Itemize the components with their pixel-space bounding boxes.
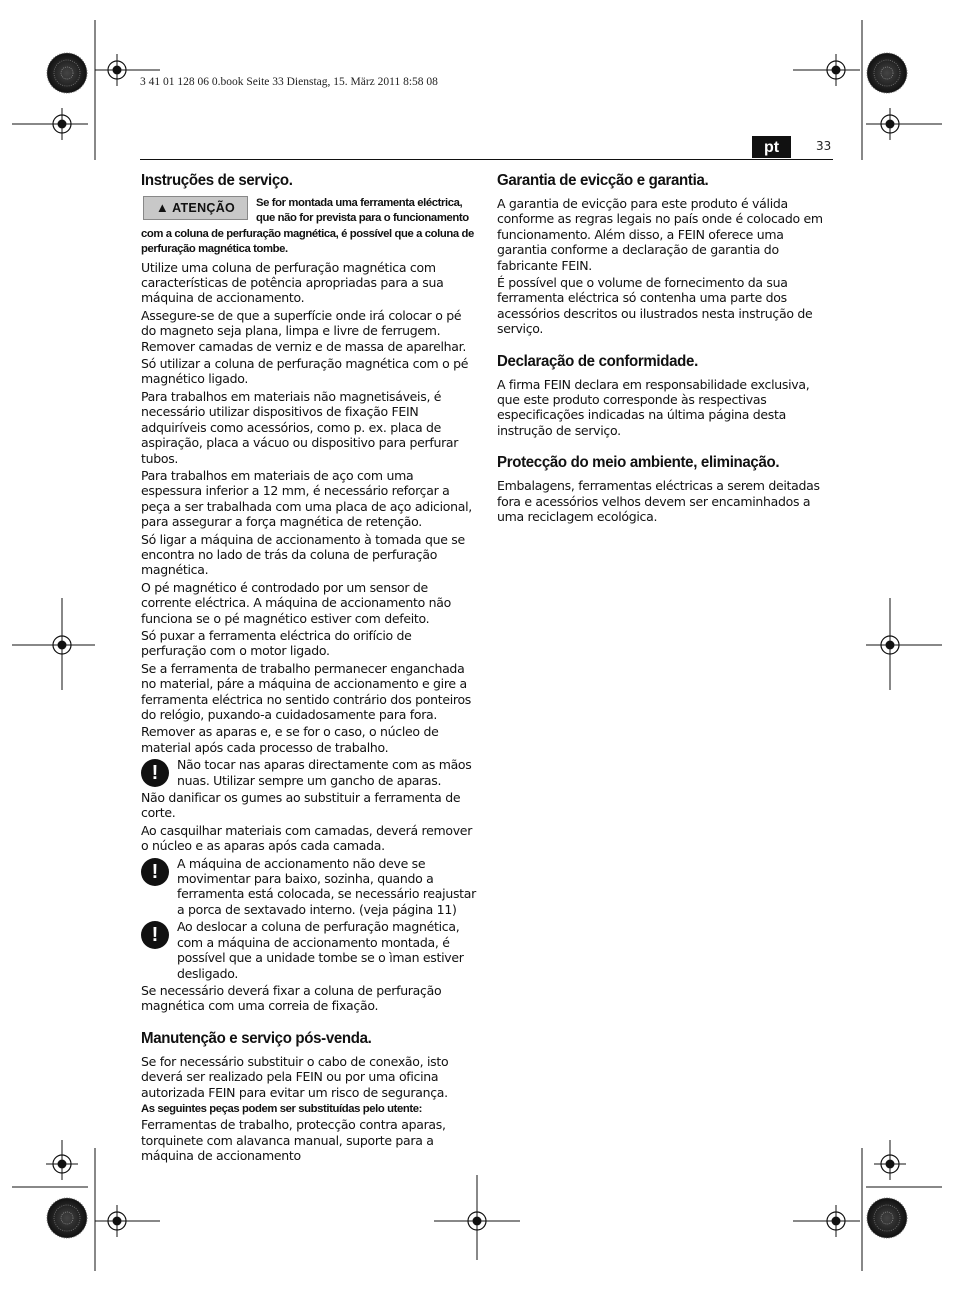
language-badge: pt — [752, 136, 791, 158]
print-file-info: 3 41 01 128 06 0.book Seite 33 Dienstag, 15. März 2011 8:58 08 — [140, 76, 438, 88]
paragraph: Assegure-se de que a superfície onde irá colocar o pé do magneto seja plana, limpa e livre de ferrugem. Remover camadas de verniz e de massa de aparelhar. — [141, 307, 467, 354]
warning-badge — [143, 196, 248, 220]
paragraph: Só puxar a ferramenta eléctrica do orifício de perfuração com o motor ligado. — [141, 627, 412, 659]
paragraph: Só utilizar a coluna de perfuração magnética com o pé magnético ligado. — [141, 356, 469, 387]
note-text: Ao deslocar a coluna de perfuração magnética, com a máquina de accionamento montada, é possível que a unidade tombe se o ìman estiver desligado. — [177, 919, 464, 981]
warning-label: ATENÇÃO — [172, 201, 236, 215]
paragraph: Embalagens, ferramentas eléctricas a serem deitadas fora e acessórios velhos devem ser encaminhados a uma reciclagem ecológica. — [497, 478, 820, 525]
warning-triangle-icon: ▲ — [155, 200, 170, 215]
note-text: A máquina de accionamento não deve se movimentar para baixo, sozinha, quando a ferramenta está colocada, se necessário reajustar a porca de sextavado interno. (veja página 11) — [177, 855, 476, 917]
exclamation-circle-icon: ! — [141, 759, 169, 787]
note-block — [141, 919, 477, 981]
paragraph: Se a ferramenta de trabalho permanecer enganchada no material, páre a máquina de accionamento e gire a ferramenta eléctrica no sentido contrário dos ponteiros do relógio, puxando-a cuidadosamente para fora. — [141, 660, 472, 722]
paragraph: Remover as aparas e, e se for o caso, o núcleo de material após cada processo de trabalho. — [141, 724, 439, 755]
section-title-operating-instructions: Instruções de serviço. — [141, 172, 293, 189]
exclamation-circle-icon: ! — [141, 921, 169, 949]
section-title-maintenance: Manutenção e serviço pós-venda. — [141, 1029, 372, 1047]
paragraph: Se for necessário substituir o cabo de conexão, isto deverá ser realizado pela FEIN ou por uma oficina autorizada FEIN para evitar um risco de segurança. — [141, 1053, 449, 1100]
paragraph: Se necessário deverá fixar a coluna de perfuração magnética com uma correia de fixação. — [141, 982, 442, 1014]
paragraph: Para trabalhos em materiais de aço com uma espessura inferior a 12 mm, é necessário reforçar a peça a ser trabalhada com uma placa de aço adicional, para assegurar a força magnética de retenção. — [141, 467, 472, 530]
paragraph: Para trabalhos em materiais não magnetisáveis, é necessário utilizar dispositivos de fixação FEIN adquiríveis como acessórios, como p. ex. placa de aspiração, placa a vácuo ou dispositivo para perfurar tubos. — [141, 388, 459, 466]
section-title-conformity: Declaração de conformidade. — [497, 352, 698, 370]
paragraph: Ferramentas de trabalho, protecção contra aparas, torquinete com alavanca manual, suporte para a máquina de accionamento — [141, 1117, 446, 1164]
exclamation-circle-icon: ! — [141, 858, 169, 886]
section-title-warranty: Garantia de evicção e garantia. — [497, 172, 709, 189]
warning-block — [141, 196, 477, 258]
section-title-environment: Protecção do meio ambiente, eliminação. — [497, 454, 780, 472]
note-block — [141, 757, 477, 788]
paragraph: Não danificar os gumes ao substituir a ferramenta de corte. — [141, 790, 461, 821]
paragraph: Ao casquilhar materiais com camadas, deverá remover o núcleo e as aparas após cada camada. — [141, 822, 473, 854]
note-text: Não tocar nas aparas directamente com as mãos nuas. Utilizar sempre um gancho de aparas. — [177, 757, 472, 788]
paragraph: A garantia de evicção para este produto é válida conforme as regras legais no país onde é colocado em funcionamento. Além disso, a FEIN oferece uma garantia conforme a declaração de garantia do fabricante FEIN. — [497, 196, 823, 273]
warning-text: Se for montada uma ferramenta eléctrica, que não for prevista para o funcionamento com a coluna de perfuração magnética, é possível que a coluna de perfuração magnética tombe. — [141, 197, 474, 256]
right-column — [497, 172, 834, 527]
paragraph: Utilize uma coluna de perfuração magnética com características de potência apropriadas para a sua máquina de accionamento. — [141, 259, 444, 306]
header-rule — [140, 159, 833, 160]
paragraph: A firma FEIN declara em responsabilidade exclusiva, que este produto corresponde às respectivas especificações indicadas na última página desta instrução de serviço. — [497, 376, 810, 438]
note-block — [141, 856, 477, 918]
left-column — [141, 172, 477, 1166]
page-number: 33 — [816, 139, 832, 153]
paragraph: Só ligar a máquina de accionamento à tomada que se encontra no lado de trás da coluna de perfuração magnética. — [141, 531, 465, 578]
paragraph: O pé magnético é controdado por um sensor de corrente eléctrica. A máquina de accionamento não funciona se o pé magnético estiver com defeito. — [141, 579, 451, 626]
paragraph: É possível que o volume de fornecimento da sua ferramenta eléctrica só contenha uma parte dos acessórios descritos ou ilustrados nesta instrução de serviço. — [497, 275, 813, 337]
replaceable-parts-heading: As seguintes peças podem ser substituídas pelo utente: — [141, 1102, 422, 1115]
